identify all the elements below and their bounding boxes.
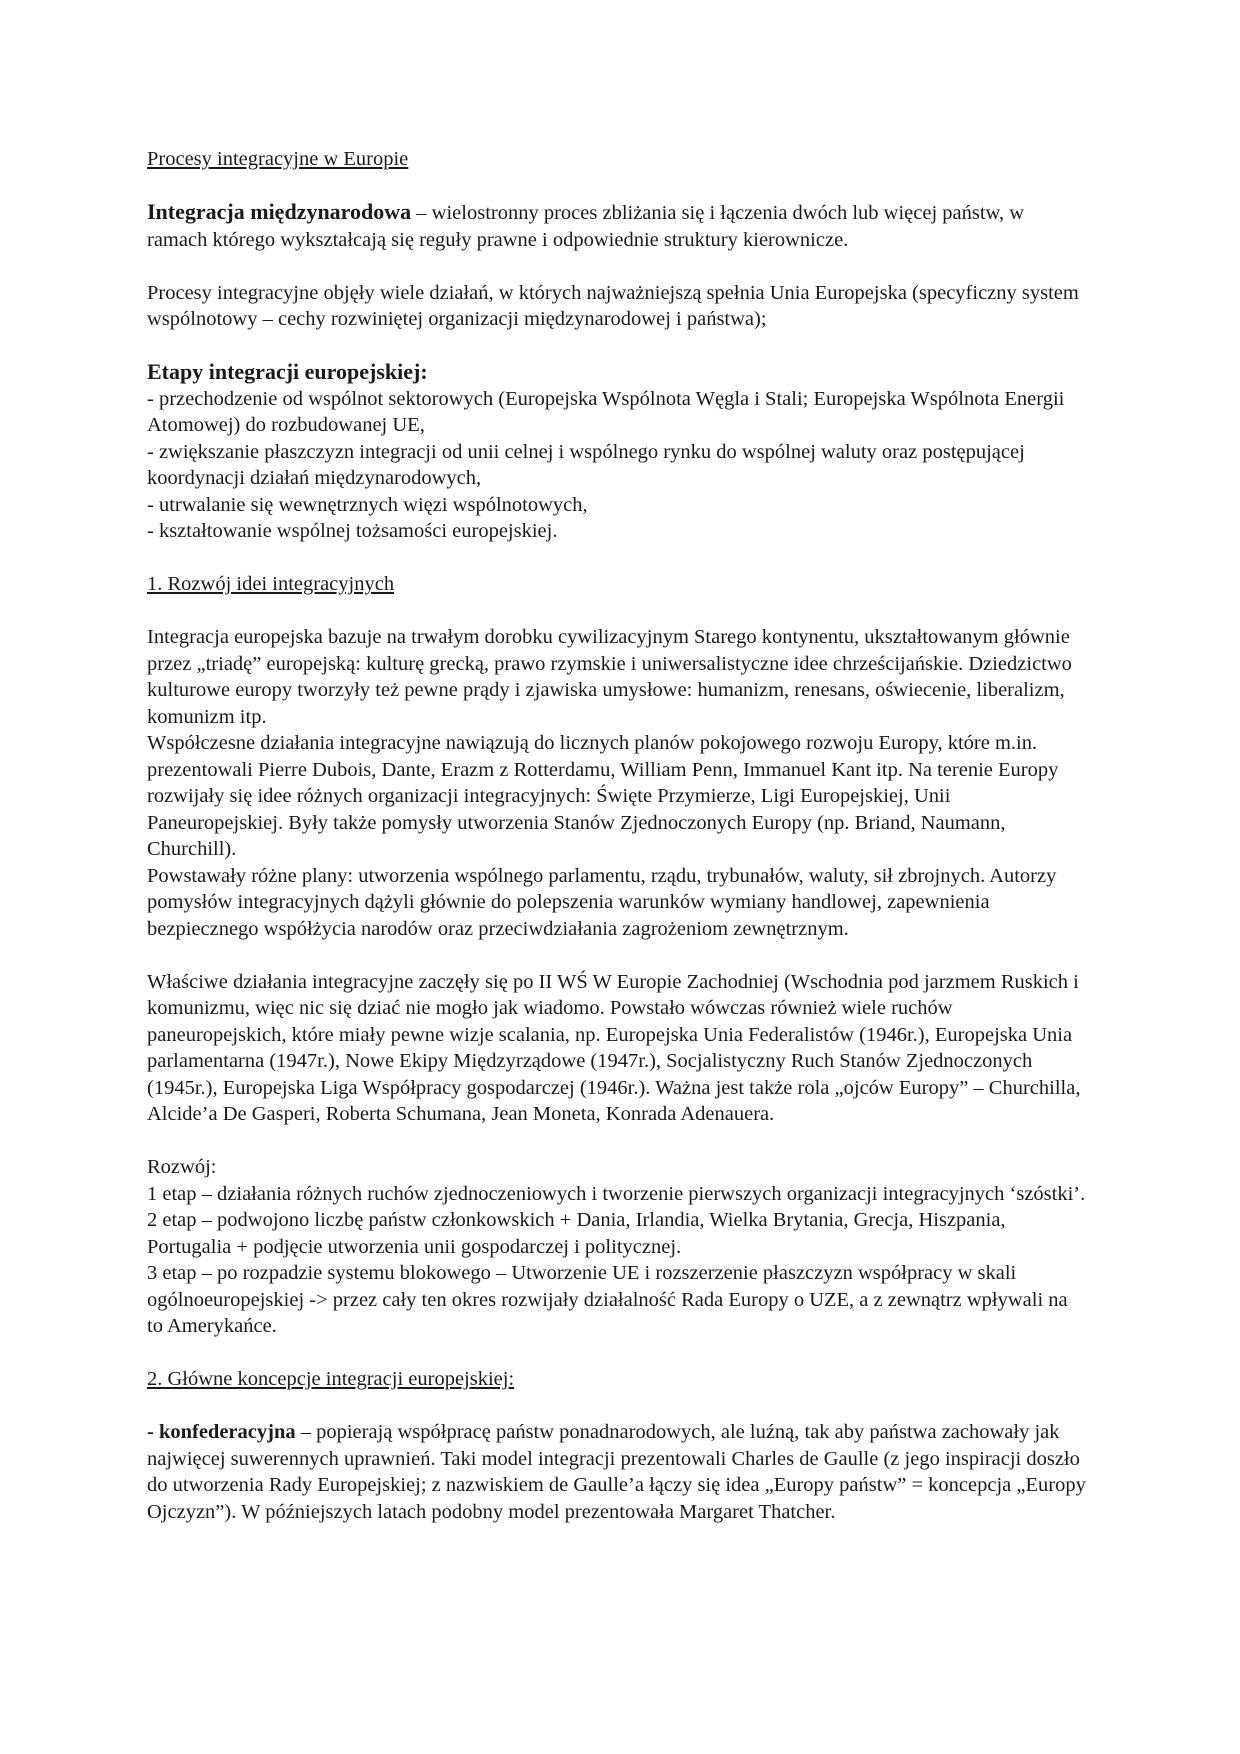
intro-paragraph: Procesy integracyjne objęły wiele działań, w których najważniejszą spełnia Unia Europejska (specyficzny system wspólnotowy – cechy rozwiniętej organizacji międzynarodowej i państwa); xyxy=(147,281,1079,330)
list-item: - zwiększanie płaszczyzn integracji od unii celnej i wspólnego rynku do wspólnej waluty oraz postępującej koordynacji działań międzynarodowych, xyxy=(147,440,1025,489)
definition-paragraph xyxy=(147,199,1087,253)
section2-heading: 2. Główne koncepcje integracji europejskiej: xyxy=(147,1368,515,1390)
list-item: 2 etap – podwojono liczbę państw członkowskich + Dania, Irlandia, Wielka Brytania, Grecja, Hiszpania, Portugalia + podjęcie utworzenia unii gospodarczej i politycznej. xyxy=(147,1209,1006,1258)
concept-text: – popierają współpracę państw ponadnarodowych, ale luźną, tak aby państwa zachowały jak najwięcej suwerennych uprawnień. Taki model integracji prezentowali Charles de Gaulle (z jego inspiracji doszło do utworzenia Rady Europejskiej; z nazwiskiem de Gaulle’a łączy się idea „Europy państw” = koncepcja „Europy Ojczyzn”). W późniejszych latach podobny model prezentowała Margaret Thatcher. xyxy=(147,1421,1086,1523)
section1-paragraph-2: Współczesne działania integracyjne nawiązują do licznych planów pokojowego rozwoju Europy, które m.in. prezentowali Pierre Dubois, Dante, Erazm z Rotterdamu, William Penn, Immanuel Kant itp. Na terenie Europy rozwijały się idee różnych organizacji integracyjnych: Święte Przymierze, Ligi Europejskiej, Unii Paneuropejskiej. Były także pomysły utworzenia Stanów Zjednoczonych Europy (np. Briand, Naumann, Churchill). xyxy=(147,732,1059,860)
concept-paragraph xyxy=(147,1419,1087,1525)
concept-prefix: - xyxy=(147,1421,159,1443)
section1-heading: 1. Rozwój idei integracyjnych xyxy=(147,573,395,595)
stages-heading: Etapy integracji europejskiej: xyxy=(147,359,428,384)
document-title: Procesy integracyjne w Europie xyxy=(147,148,409,170)
list-item: - kształtowanie wspólnej tożsamości europejskiej. xyxy=(147,520,558,542)
list-item: 1 etap – działania różnych ruchów zjednoczeniowych i tworzenie pierwszych organizacji integracyjnych ‘szóstki’. xyxy=(147,1182,1086,1205)
list-item: 3 etap – po rozpadzie systemu blokowego – Utworzenie UE i rozszerzenie płaszczyzn współpracy w skali ogólnoeuropejskiej -> przez cały ten okres rozwijały działalność Rada Europy o UZE, a z zewnątrz wpływali na to Amerykańce. xyxy=(147,1262,1068,1337)
section1-paragraph-4: Właściwe działania integracyjne zaczęły się po II WŚ W Europie Zachodniej (Wschodnia pod jarzmem Ruskich i komunizmu, więc nic się dziać nie mogło jak wiadomo. Powstało wówczas również wiele ruchów paneuropejskich, które miały pewne wizje scalania, np. Europejska Unia Federalistów (1946r.), Europejska Unia parlamentarna (1947r.), Nowe Ekipy Międzyrządowe (1947r.), Socjalistyczny Ruch Stanów Zjednoczonych (1945r.), Europejska Liga Współpracy gospodarczej (1946r.). Ważna jest także rola „ojców Europy” – Churchilla, Alcide’a De Gasperi, Roberta Schumana, Jean Moneta, Konrada Adenauera. xyxy=(147,970,1081,1125)
concept-label: konfederacyjna xyxy=(158,1421,296,1443)
list-item: - przechodzenie od wspólnot sektorowych (Europejska Wspólnota Węgla i Stali; Europejska Wspólnota Energii Atomowej) do rozbudowanej UE, xyxy=(147,387,1065,436)
section1-paragraph-3: Powstawały różne plany: utworzenia wspólnego parlamentu, rządu, trybunałów, waluty, sił zbrojnych. Autorzy pomysłów integracyjnych dążyli głównie do polepszenia warunków wymiany handlowej, zapewnienia bezpiecznego współżycia narodów oraz przeciwdziałania zagrożeniom zewnętrznym. xyxy=(147,864,1057,940)
section1-paragraph-1: Integracja europejska bazuje na trwałym dorobku cywilizacyjnym Starego kontynentu, ukształtowanym głównie przez „triadę” europejską: kulturę grecką, prawo rzymskie i uniwersalistyczne idee chrześcijańskie. Dziedzictwo kulturowe europy tworzyły też pewne prądy i zjawiska umysłowe: humanizm, renesans, oświecenie, liberalizm, komunizm itp. xyxy=(147,626,1072,728)
definition-text: – wielostronny proces zbliżania się i łączenia dwóch lub więcej państw, w ramach którego wykształcają się reguły prawne i odpowiednie struktury kierownicze. xyxy=(147,202,1025,251)
document-page xyxy=(147,146,1087,1525)
list-item: - utrwalanie się wewnętrznych więzi wspólnotowych, xyxy=(147,493,588,516)
development-heading: Rozwój: xyxy=(147,1156,217,1178)
definition-term: Integracja międzynarodowa xyxy=(147,199,412,224)
